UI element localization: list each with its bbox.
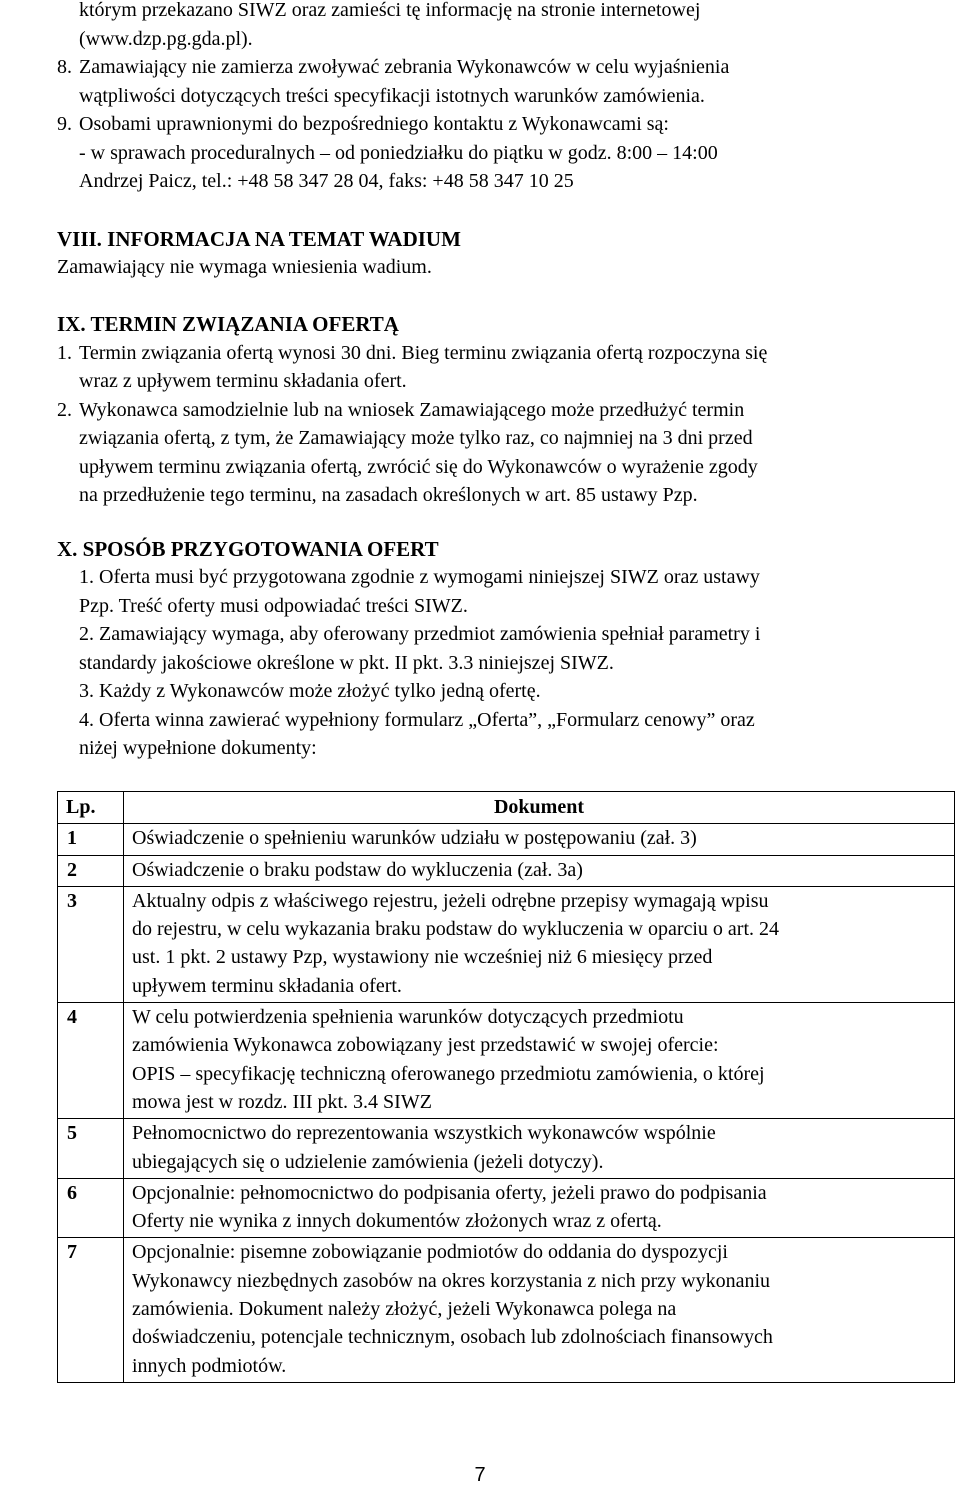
table-row — [58, 1003, 955, 1119]
row-number: 5 — [58, 1119, 124, 1179]
document-line: Aktualny odpis z właściwego rejestru, jeżeli odrębne przepisy wymagają wpisu — [132, 889, 769, 912]
list-number: 2. — [57, 399, 72, 421]
document-line: zamówienia Wykonawca zobowiązany jest przedstawić w swojej ofercie: — [132, 1034, 719, 1057]
document-line: Oferty nie wynika z innych dokumentów złożonych wraz z ofertą. — [132, 1210, 662, 1233]
table-row — [58, 855, 955, 886]
document-line: ubiegających się o udzielenie zamówienia (jeżeli dotyczy). — [132, 1150, 604, 1173]
row-document — [124, 1119, 955, 1179]
row-document — [124, 1178, 955, 1238]
text-line: - w sprawach proceduralnych – od poniedziałku do piątku w godz. 8:00 – 14:00 — [79, 142, 718, 164]
row-number: 4 — [58, 1003, 124, 1119]
row-number: 7 — [58, 1238, 124, 1382]
text-line: wraz z upływem terminu składania ofert. — [79, 370, 407, 392]
section-heading-ix: IX. TERMIN ZWIĄZANIA OFERTĄ — [57, 312, 399, 336]
document-line: Oświadczenie o braku podstaw do wykluczenia (zał. 3a) — [132, 858, 583, 881]
row-document — [124, 824, 955, 855]
text-line: związania ofertą, z tym, że Zamawiający może tylko raz, co najmniej na 3 dni przed — [79, 427, 753, 449]
document-line: mowa jest w rozdz. III pkt. 3.4 SIWZ — [132, 1090, 432, 1113]
table-row — [58, 824, 955, 855]
text-line: Andrzej Paicz, tel.: +48 58 347 28 04, faks: +48 58 347 10 25 — [79, 170, 574, 192]
document-line: Opcjonalnie: pisemne zobowiązanie podmiotów do oddania do dyspozycji — [132, 1241, 728, 1264]
document-line: Wykonawcy niezbędnych zasobów na okres korzystania z nich przy wykonaniu — [132, 1269, 771, 1292]
document-line: Opcjonalnie: pełnomocnictwo do podpisania oferty, jeżeli prawo do podpisania — [132, 1181, 767, 1204]
text-line: standardy jakościowe określone w pkt. II pkt. 3.3 niniejszej SIWZ. — [79, 652, 614, 674]
text-line: 4. Oferta winna zawierać wypełniony formularz „Oferta”, „Formularz cenowy” oraz — [79, 709, 755, 731]
documents-table — [57, 791, 955, 1383]
document-line: ust. 1 pkt. 2 ustawy Pzp, wystawiony nie wcześniej niż 6 miesięcy przed — [132, 946, 713, 969]
document-line: Oświadczenie o spełnieniu warunków udziału w postępowaniu (zał. 3) — [132, 827, 697, 850]
document-line: zamówienia. Dokument należy złożyć, jeżeli Wykonawca polega na — [132, 1298, 677, 1321]
text-line: Termin związania ofertą wynosi 30 dni. Bieg terminu związania ofertą rozpoczyna się — [79, 342, 768, 364]
text-line: 2. Zamawiający wymaga, aby oferowany przedmiot zamówienia spełniał parametry i — [79, 623, 761, 645]
text-line: upływem terminu związania ofertą, zwrócić się do Wykonawców o wyrażenie zgody — [79, 456, 758, 478]
section-heading-viii: VIII. INFORMACJA NA TEMAT WADIUM — [57, 227, 461, 251]
row-number: 3 — [58, 886, 124, 1002]
section-text: Zamawiający nie wymaga wniesienia wadium. — [57, 256, 432, 278]
table-header-row — [58, 792, 955, 824]
row-document — [124, 855, 955, 886]
text-line: którym przekazano SIWZ oraz zamieści tę informację na stronie internetowej — [79, 0, 701, 21]
row-number: 6 — [58, 1178, 124, 1238]
document-line: OPIS – specyfikację techniczną oferowanego przedmiotu zamówienia, o której — [132, 1062, 765, 1085]
list-number: 8. — [57, 56, 72, 78]
document-line: do rejestru, w celu wykazania braku podstaw do wykluczenia w oparciu o art. 24 — [132, 918, 780, 941]
section-heading-x: X. SPOSÓB PRZYGOTOWANIA OFERT — [57, 537, 439, 561]
row-document — [124, 1238, 955, 1382]
row-number: 2 — [58, 855, 124, 886]
text-line: niżej wypełnione dokumenty: — [79, 737, 317, 759]
column-header-document: Dokument — [124, 792, 955, 824]
column-header-lp: Lp. — [58, 792, 124, 824]
document-line: upływem terminu składania ofert. — [132, 974, 402, 997]
text-line: 3. Każdy z Wykonawców może złożyć tylko jedną ofertę. — [79, 680, 541, 702]
list-number: 1. — [57, 342, 72, 364]
text-line: (www.dzp.pg.gda.pl). — [79, 28, 253, 50]
table-row — [58, 1238, 955, 1382]
text-line: na przedłużenie tego terminu, na zasadach określonych w art. 85 ustawy Pzp. — [79, 484, 698, 506]
row-document — [124, 1003, 955, 1119]
text-line: Pzp. Treść oferty musi odpowiadać treści SIWZ. — [79, 595, 468, 617]
text-line: Wykonawca samodzielnie lub na wniosek Zamawiającego może przedłużyć termin — [79, 399, 745, 421]
document-line: doświadczeniu, potencjale technicznym, osobach lub zdolnościach finansowych — [132, 1326, 773, 1349]
list-number: 9. — [57, 113, 72, 135]
document-line: W celu potwierdzenia spełnienia warunków dotyczących przedmiotu — [132, 1006, 684, 1029]
row-number: 1 — [58, 824, 124, 855]
table-body — [58, 824, 955, 1383]
text-line: wątpliwości dotyczących treści specyfikacji istotnych warunków zamówienia. — [79, 85, 705, 107]
table-row — [58, 886, 955, 1002]
text-line: 1. Oferta musi być przygotowana zgodnie z wymogami niniejszej SIWZ oraz ustawy — [79, 566, 760, 588]
table-row — [58, 1119, 955, 1179]
row-document — [124, 886, 955, 1002]
text-line: Osobami uprawnionymi do bezpośredniego kontaktu z Wykonawcami są: — [79, 113, 669, 135]
page-number: 7 — [474, 1464, 486, 1486]
document-line: innych podmiotów. — [132, 1354, 287, 1377]
document-line: Pełnomocnictwo do reprezentowania wszystkich wykonawców wspólnie — [132, 1122, 716, 1145]
text-line: Zamawiający nie zamierza zwoływać zebrania Wykonawców w celu wyjaśnienia — [79, 56, 730, 78]
table-row — [58, 1178, 955, 1238]
